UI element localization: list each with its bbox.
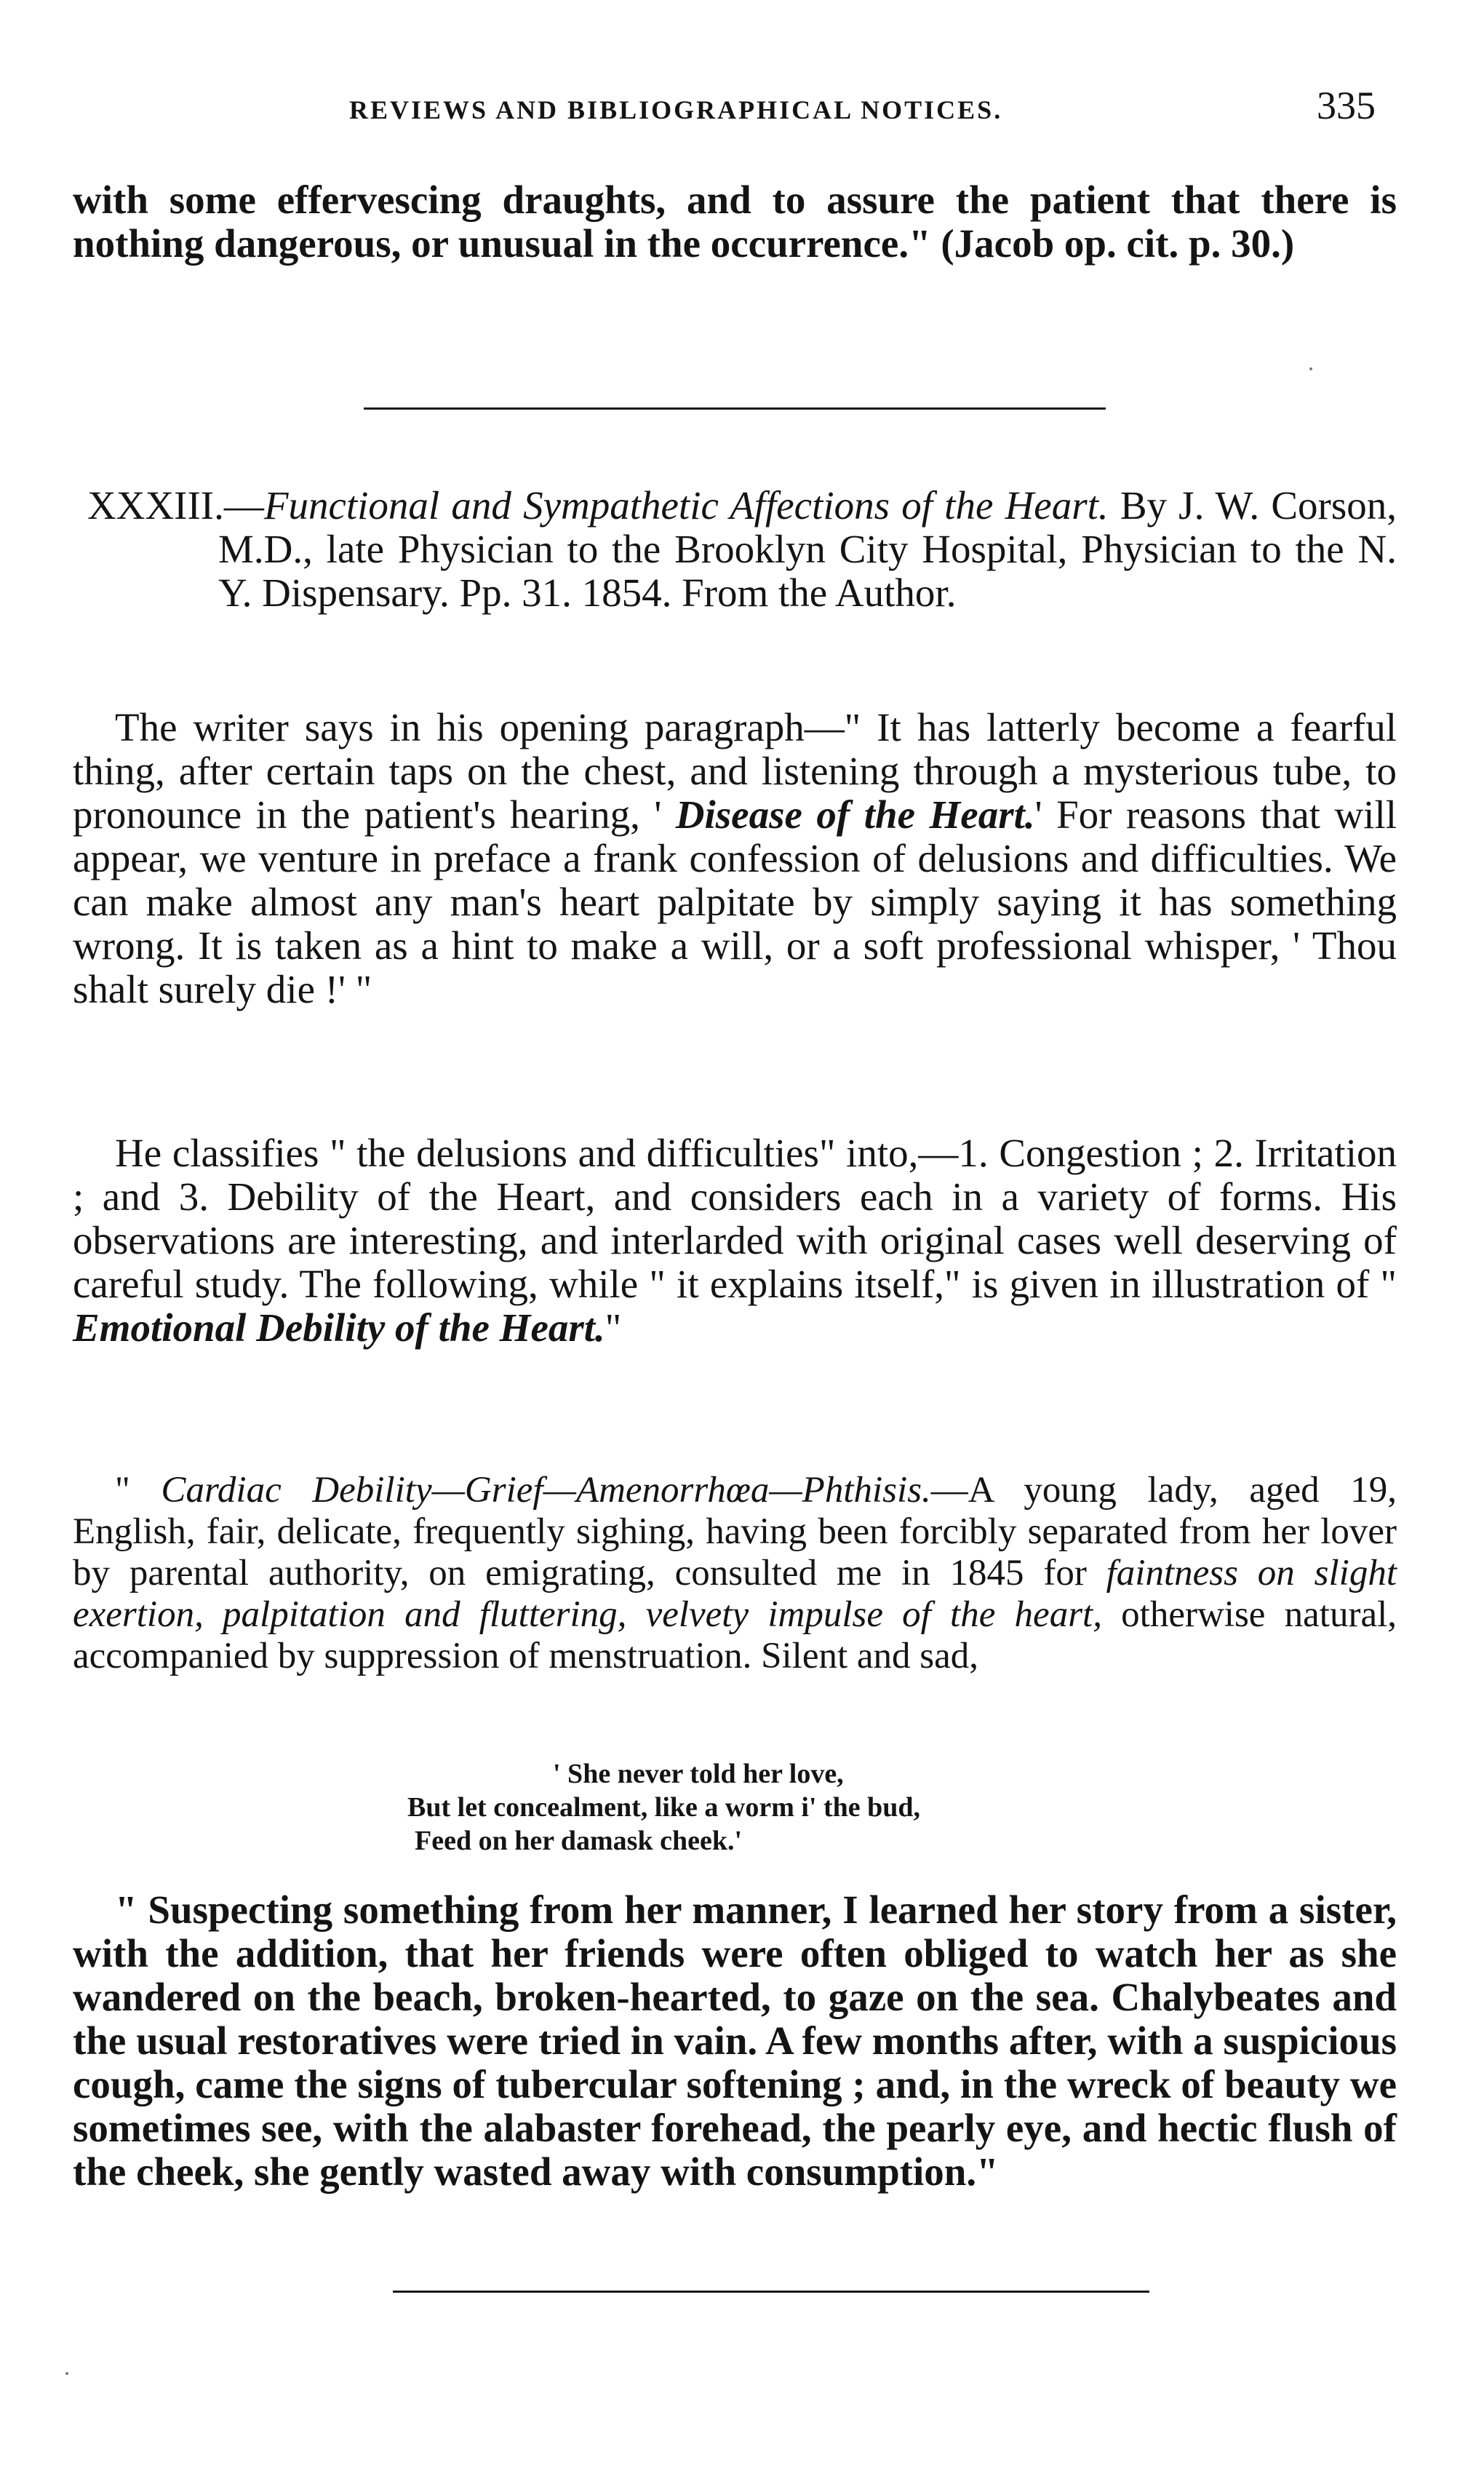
paragraph-1-text: [73, 706, 1397, 1011]
paragraph-3-part-2: —A young lady, aged 19, English, fair, delicate, frequently sighing, having been forcibly separated from her lover by parental authority, on emigrating, consulted me in 1845 for: [73, 1470, 1397, 1593]
running-title: REVIEWS AND BIBLIOGRAPHICAL NOTICES.: [349, 95, 1003, 124]
paragraph-1-part-2: ' For reasons that will appear, we venture in preface a frank confession of delusions and difficulties. We can make almost any man's heart palpitate by simply saying it has something wrong. It is taken as a hint to make a will, or a soft professional whisper, ' Thou shalt surely die !' ": [73, 792, 1397, 1011]
verse-quote: [407, 1757, 1135, 1858]
paragraph-2: [73, 1131, 1397, 1350]
paragraph-3: [73, 1470, 1397, 1677]
paragraph-1-part-1: The writer says in his opening paragraph—" It has latterly become a fearful thing, after certain taps on the chest, and listening through a mysterious tube, to pronounce in the patient's hearing, ': [73, 705, 1397, 837]
paragraph-2-text: [73, 1131, 1397, 1350]
paragraph-2-part-1: He classifies " the delusions and difficulties" into,—1. Congestion ; 2. Irritation ; and 3. Debility of the Heart, and considers each in a variety of forms. His observations are interesting, and interlarded with original cases well deserving of careful study. The following, while " it explains itself," is given in illustration of ": [73, 1131, 1397, 1306]
paragraph-2-italic: Emotional Debility of the Heart.: [73, 1305, 605, 1350]
notice-title: Functional and Sympathetic Affections of the Heart.: [263, 483, 1109, 528]
paragraph-4-text: " Suspecting something from her manner, I learned her story from a sister, with the addition, that her friends were often obliged to watch her as she wandered on the beach, broken-hearted, to gaze on the sea. Chalybeates and the usual restoratives were tried in vain. A few months after, with a suspicious cough, came the signs of tubercular softening ; and, in the wreck of beauty we sometimes see, with the alabaster forehead, the pearly eye, and hectic flush of the cheek, she gently wasted away with consumption.": [73, 1887, 1397, 2194]
paragraph-3-italic-1: Cardiac Debility—Grief—Amenorrhœa—Phthisis.: [161, 1470, 931, 1511]
paragraph-1: [73, 706, 1397, 1011]
paragraph-3-italic-2: faintness on slight exertion, palpitation and fluttering, velvety impulse of the heart,: [73, 1553, 1397, 1635]
paragraph-3-part-3: otherwise natural, accompanied by suppression of menstruation. Silent and sad,: [73, 1594, 1397, 1676]
section-divider-top: [364, 407, 1106, 410]
notice-number: XXXIII.—: [87, 483, 264, 528]
paragraph-3-text: [73, 1470, 1397, 1677]
paragraph-3-part-1: ": [115, 1470, 161, 1511]
notice-heading-text: [87, 484, 1397, 615]
paragraph-4: [73, 1888, 1397, 2194]
verse-line-1: ' She never told her love,: [553, 1759, 844, 1789]
paragraph-1-italic: Disease of the Heart.: [675, 792, 1035, 837]
section-divider-bottom: [393, 2291, 1149, 2293]
verse-line-2: But let concealment, like a worm i' the bud,: [407, 1792, 921, 1823]
carryover-text: with some effervescing draughts, and to assure the patient that there is nothing dangerous, or unusual in the occurrence." (Jacob op. cit. p. 30.): [73, 178, 1397, 266]
page-number: 335: [1317, 84, 1376, 127]
carryover-paragraph: [73, 178, 1397, 266]
speck: [65, 2372, 68, 2375]
speck: [1309, 367, 1312, 370]
verse-line-3: Feed on her damask cheek.': [415, 1826, 743, 1856]
paragraph-2-part-2: ": [605, 1305, 622, 1350]
running-header: [0, 79, 1484, 137]
notice-heading: [87, 484, 1397, 615]
notice-byline: By J. W. Corson, M.D., late Physician to the Brooklyn City Hospital, Physician to the N. Y. Dispensary. Pp. 31. 1854. From the Author.: [218, 483, 1397, 615]
